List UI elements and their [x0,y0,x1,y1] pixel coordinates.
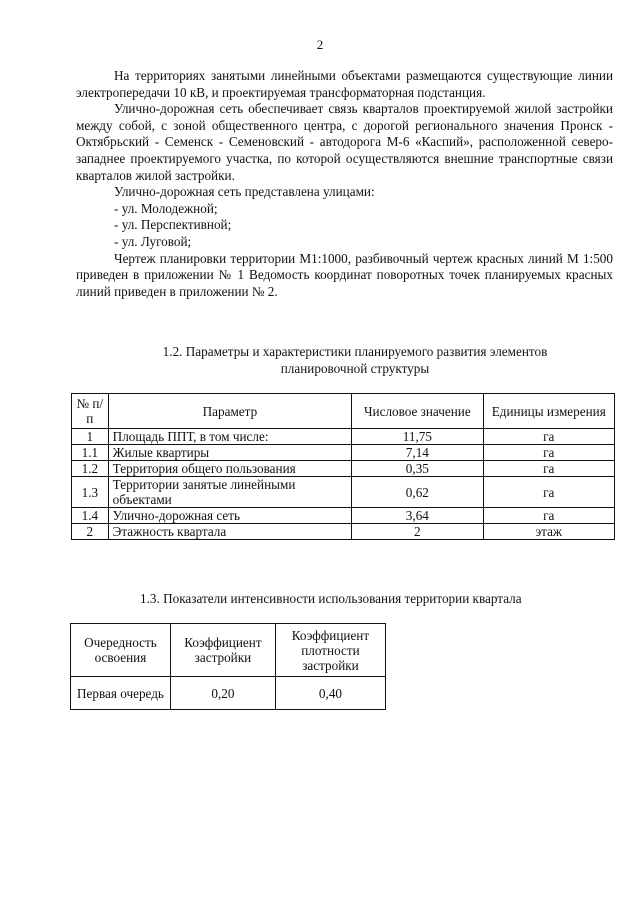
body-text [76,68,613,300]
cell-num: 1.4 [72,508,109,524]
header-param: Параметр [108,394,351,429]
table-row [72,461,615,477]
cell-value: 7,14 [352,445,483,461]
paragraph: Чертеж планировки территории М1:1000, разбивочный чертеж красных линий М 1:500 приведен в приложении № 1 Ведомость координат поворотных точек планируемых красных линий приведен в приложении № 2. [76,250,613,299]
cell-unit: га [483,508,614,524]
header-num: № п/п [72,394,109,429]
list-item: - ул. Луговой; [114,233,192,249]
cell-param: Территории занятые линейными объектами [108,477,351,508]
cell-param: Жилые квартиры [108,445,351,461]
section-title-line: планировочной структуры [280,360,430,376]
cell-param: Территория общего пользования [108,461,351,477]
section-title-params [110,344,600,377]
cell-value: 2 [352,524,483,540]
cell-value: 0,35 [352,461,483,477]
cell-unit: га [483,445,614,461]
cell-value: 3,64 [352,508,483,524]
cell-coef-density: 0,40 [275,677,385,710]
cell-num: 1.3 [72,477,109,508]
paragraph: На территориях занятыми линейными объектами размещаются существующие линии электропередачи 10 кВ, и проектируемая трансформаторная подстанция. [76,68,613,100]
cell-param: Этажность квартала [108,524,351,540]
cell-coef-build: 0,20 [170,677,275,710]
table-row [71,677,386,710]
cell-unit: этаж [483,524,614,540]
paragraph: Улично-дорожная сеть обеспечивает связь кварталов проектируемой жилой застройки между собой, с зоной общественного центра, с дорогой регионального значения Пронск - Октябрьский - Семенск - Семеновский - автодорога М-6 «Каспий», расположенной северо-западнее проектируемого участка, по которой осуществляются внешние транспортные связи кварталов жилой застройки. [76,101,613,183]
cell-value: 11,75 [352,429,483,445]
page-number: 2 [316,37,324,52]
section-title-line: 1.2. Параметры и характеристики планируемого развития элементов [162,344,548,359]
paragraph: Улично-дорожная сеть представлена улицами: [114,184,375,200]
table-header-row [71,624,386,677]
cell-param: Улично-дорожная сеть [108,508,351,524]
header-stage: Очередность освоения [71,624,171,677]
params-table [71,393,615,540]
table-row [72,477,615,508]
cell-unit: га [483,461,614,477]
cell-stage: Первая очередь [71,677,171,710]
header-coef-density: Коэффициент плотности застройки [275,624,385,677]
list-item: - ул. Перспективной; [114,217,232,233]
section-title-intensity: 1.3. Показатели интенсивности использования территории квартала [140,591,522,606]
table-row [72,524,615,540]
table-header-row [72,394,615,429]
table-row [72,429,615,445]
cell-num: 1.1 [72,445,109,461]
cell-unit: га [483,429,614,445]
header-unit: Единицы измерения [483,394,614,429]
cell-unit: га [483,477,614,508]
header-value: Числовое значение [352,394,483,429]
intensity-table [70,623,386,710]
cell-num: 2 [72,524,109,540]
table-row [72,445,615,461]
cell-param: Площадь ППТ, в том числе: [108,429,351,445]
table-row [72,508,615,524]
header-coef-build: Коэффициент застройки [170,624,275,677]
list-item: - ул. Молодежной; [114,200,218,216]
cell-num: 1 [72,429,109,445]
cell-num: 1.2 [72,461,109,477]
cell-value: 0,62 [352,477,483,508]
